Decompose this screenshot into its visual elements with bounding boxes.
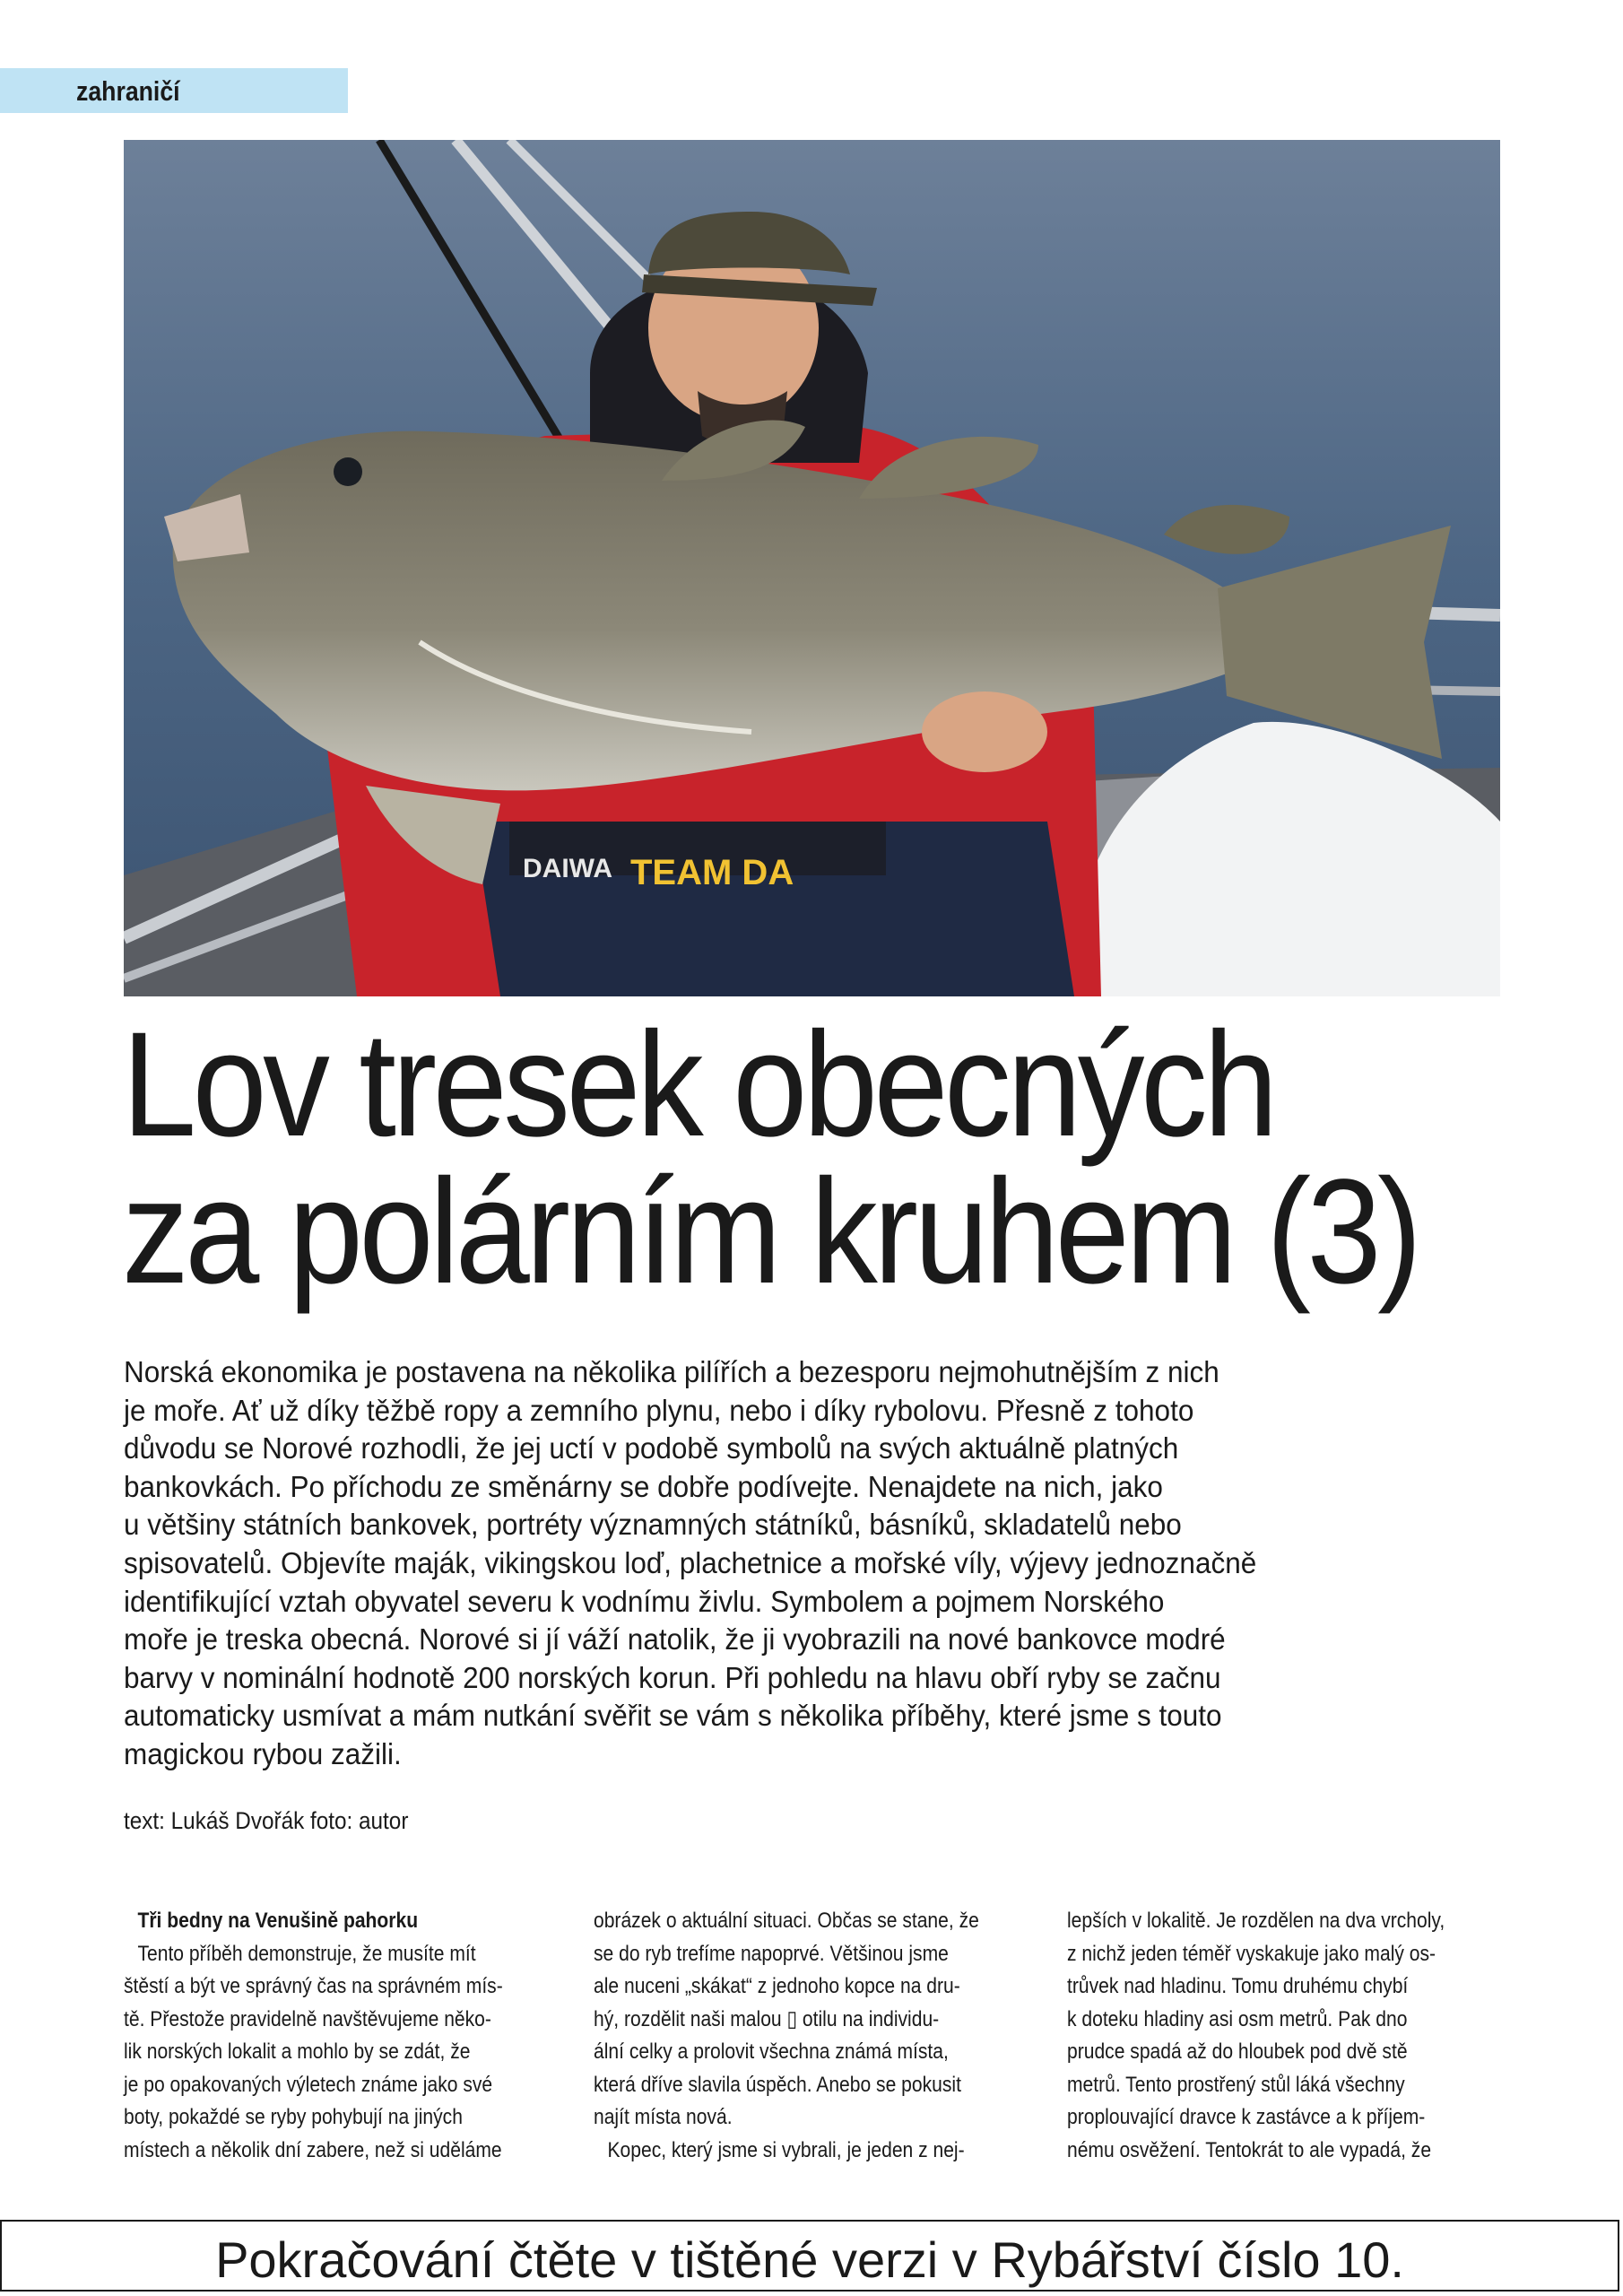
lead-paragraph xyxy=(124,1354,1338,1775)
column-line: prudce spadá až do hloubek pod dvě stě xyxy=(1067,2039,1408,2064)
column-line: nému osvěžení. Tentokrát to ale vypadá, že xyxy=(1067,2137,1432,2162)
column-line: k doteku hladiny asi osm metrů. Pak dno xyxy=(1067,2006,1408,2031)
column-line: se do ryb trefíme napoprvé. Většinou jsme xyxy=(594,1941,949,1966)
column-line: lepších v lokalitě. Je rozdělen na dva vrcholy, xyxy=(1067,1909,1445,1933)
column-line: hý, rozdělit naši malou ▯ otilu na individu- xyxy=(594,2006,940,2031)
column-line: boty, pokaždé se ryby pohybují na jiných xyxy=(124,2105,463,2129)
column-line: je po opakovaných výletech známe jako své xyxy=(124,2072,493,2097)
column-line: tě. Přestože pravidelně navštěvujeme něko- xyxy=(124,2006,491,2031)
lead-line: moře je treska obecná. Norové si jí váží natolik, že ji vyobrazili na nové bankovce modré xyxy=(124,1623,1226,1657)
section-label: zahraničí xyxy=(76,75,180,107)
lead-line: automaticky usmívat a mám nutkání svěřit se vám s několika příběhy, které jsme s touto xyxy=(124,1700,1222,1734)
headline-line-1: Lov tresek obecných xyxy=(122,1002,1274,1168)
lead-line: je moře. Ať už díky těžbě ropy a zemního plynu, nebo i díky rybolovu. Přesně z tohoto xyxy=(124,1394,1194,1428)
column-line: Kopec, který jsme si vybrali, je jeden z nej- xyxy=(607,2137,965,2162)
body-column-2 xyxy=(594,1905,1042,2167)
column-line: najít místa nová. xyxy=(594,2105,733,2129)
jacket-text-right: TEAM DA xyxy=(630,853,794,892)
column-line: lik norských lokalit a mohlo by se zdát, že xyxy=(124,2039,471,2064)
lead-line: u většiny státních bankovek, portréty významných státníků, básníků, skladatelů nebo xyxy=(124,1509,1182,1543)
photo-illustration xyxy=(124,140,1500,996)
lead-line: barvy v nominální hodnotě 200 norských korun. Při pohledu na hlavu obří ryby se začnu xyxy=(124,1661,1221,1695)
lead-line: důvodu se Norové rozhodli, že jej uctí v podobě symbolů na svých aktuálně platných xyxy=(124,1432,1179,1466)
continuation-notice xyxy=(0,2220,1619,2292)
column-line: místech a několik dní zabere, než si uděláme xyxy=(124,2137,502,2162)
column-line: štěstí a být ve správný čas na správném mís- xyxy=(124,1974,503,1998)
lead-line: bankovkách. Po příchodu ze směnárny se dobře podívejte. Nenajdete na nich, jako xyxy=(124,1470,1163,1504)
lead-line: spisovatelů. Objevíte maják, vikingskou loď, plachetnice a mořské víly, výjevy jednoznačně xyxy=(124,1546,1257,1580)
column-line: obrázek o aktuální situaci. Občas se stane, že xyxy=(594,1909,979,1933)
headline-line-2: za polárním kruhem (3) xyxy=(122,1149,1419,1315)
body-column-3 xyxy=(1067,1905,1515,2167)
column-line: ální celky a prolovit všechna známá místa, xyxy=(594,2039,949,2064)
column-line: trůvek nad hladinu. Tomu druhému chybí xyxy=(1067,1974,1409,1998)
lead-line: magickou rybou zažili. xyxy=(124,1737,402,1771)
jacket-text-left: DAIWA xyxy=(523,854,612,883)
column-line: ale nuceni „skákat“ z jednoho kopce na dru- xyxy=(594,1974,960,1998)
article-headline xyxy=(122,1002,1419,1315)
column-line: Tento příběh demonstruje, že musíte mít xyxy=(137,1941,476,1966)
continuation-text: Pokračování čtěte v tištěné verzi v Rybářství číslo 10. xyxy=(215,2231,1404,2288)
subheading: Tři bedny na Venušině pahorku xyxy=(137,1909,419,1933)
column-line: která dříve slavila úspěch. Anebo se pokusit xyxy=(594,2072,961,2097)
section-tag xyxy=(0,68,348,113)
author-credit: text: Lukáš Dvořák foto: autor xyxy=(124,1807,409,1834)
article-photo xyxy=(124,140,1500,996)
lead-line: identifikující vztah obyvatel severu k vodnímu živlu. Symbolem a pojmem Norského xyxy=(124,1585,1165,1619)
column-line: metrů. Tento prostřený stůl láká všechny xyxy=(1067,2072,1405,2097)
lead-line: Norská ekonomika je postavena na několika pilířích a bezesporu nejmohutnějším z nich xyxy=(124,1356,1219,1389)
column-line: proplouvající dravce k zastávce a k příjem- xyxy=(1067,2105,1426,2129)
body-column-1 xyxy=(124,1905,572,2167)
column-line: z nichž jeden téměř vyskakuje jako malý os- xyxy=(1067,1941,1436,1966)
